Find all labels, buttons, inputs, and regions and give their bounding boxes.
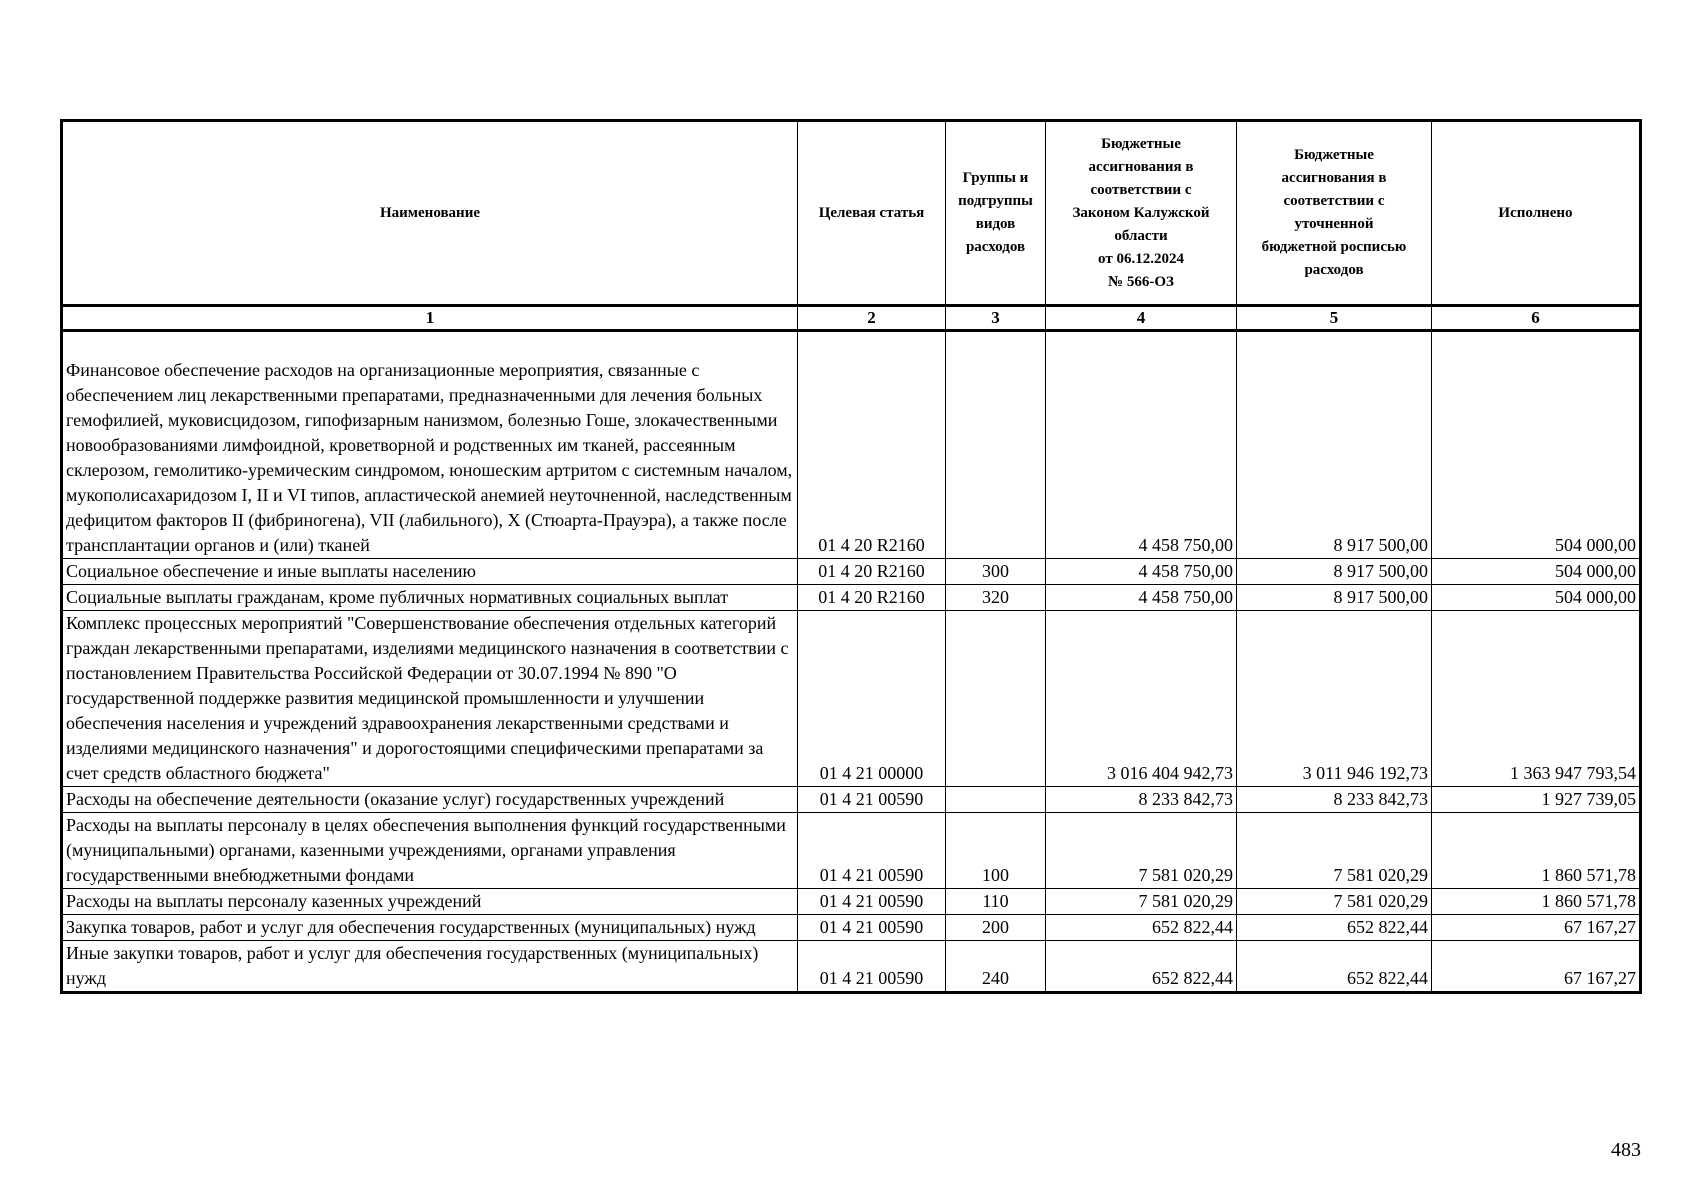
row-name: Социальное обеспечение и иные выплаты населению <box>62 559 798 585</box>
table-row <box>62 559 1641 585</box>
row-name: Расходы на выплаты персоналу в целях обеспечения выполнения функций государственными (муниципальными) органами, казенными учреждениями, органами управления государственными внебюджетными фондами <box>62 813 798 889</box>
column-number: 1 <box>62 306 798 331</box>
column-number: 5 <box>1237 306 1432 331</box>
row-target-code: 01 4 21 00590 <box>798 915 946 941</box>
table-row <box>62 331 1641 559</box>
row-refined-amount: 8 917 500,00 <box>1237 585 1432 611</box>
row-law-amount: 652 822,44 <box>1046 941 1237 993</box>
row-expense-group: 100 <box>946 813 1046 889</box>
budget-table <box>60 119 1642 994</box>
header-target-article: Целевая статья <box>798 121 946 306</box>
column-number: 3 <box>946 306 1046 331</box>
row-expense-group <box>946 787 1046 813</box>
row-executed-amount: 67 167,27 <box>1432 941 1641 993</box>
row-law-amount: 7 581 020,29 <box>1046 813 1237 889</box>
table-row <box>62 889 1641 915</box>
row-law-amount: 3 016 404 942,73 <box>1046 611 1237 787</box>
row-target-code: 01 4 21 00590 <box>798 787 946 813</box>
row-expense-group: 300 <box>946 559 1046 585</box>
header-name: Наименование <box>62 121 798 306</box>
row-executed-amount: 504 000,00 <box>1432 331 1641 559</box>
row-target-code: 01 4 21 00590 <box>798 889 946 915</box>
row-name: Расходы на выплаты персоналу казенных учреждений <box>62 889 798 915</box>
row-law-amount: 8 233 842,73 <box>1046 787 1237 813</box>
table-row <box>62 585 1641 611</box>
row-target-code: 01 4 20 R2160 <box>798 585 946 611</box>
row-target-code: 01 4 20 R2160 <box>798 559 946 585</box>
column-number: 2 <box>798 306 946 331</box>
row-law-amount: 4 458 750,00 <box>1046 331 1237 559</box>
row-name: Социальные выплаты гражданам, кроме публичных нормативных социальных выплат <box>62 585 798 611</box>
row-refined-amount: 652 822,44 <box>1237 941 1432 993</box>
row-target-code: 01 4 21 00590 <box>798 941 946 993</box>
row-executed-amount: 1 860 571,78 <box>1432 813 1641 889</box>
table-row <box>62 941 1641 993</box>
row-expense-group: 110 <box>946 889 1046 915</box>
header-expense-groups: Группы и подгруппы видов расходов <box>946 121 1046 306</box>
row-expense-group: 200 <box>946 915 1046 941</box>
row-law-amount: 7 581 020,29 <box>1046 889 1237 915</box>
table-row <box>62 813 1641 889</box>
row-refined-amount: 652 822,44 <box>1237 915 1432 941</box>
row-target-code: 01 4 20 R2160 <box>798 331 946 559</box>
row-refined-amount: 7 581 020,29 <box>1237 889 1432 915</box>
row-refined-amount: 8 917 500,00 <box>1237 559 1432 585</box>
row-name: Иные закупки товаров, работ и услуг для обеспечения государственных (муниципальных) нужд <box>62 941 798 993</box>
header-refined-allocations: Бюджетные ассигнования в соответствии с уточненной бюджетной росписью расходов <box>1237 121 1432 306</box>
header-row <box>62 121 1641 306</box>
row-executed-amount: 504 000,00 <box>1432 559 1641 585</box>
row-refined-amount: 7 581 020,29 <box>1237 813 1432 889</box>
row-executed-amount: 504 000,00 <box>1432 585 1641 611</box>
row-law-amount: 4 458 750,00 <box>1046 559 1237 585</box>
row-expense-group: 320 <box>946 585 1046 611</box>
row-name: Финансовое обеспечение расходов на организационные мероприятия, связанные с обеспечением лиц лекарственными препаратами, предназначенными для лечения больных гемофилией, муковисцидозом, гипофизарным нанизмом, болезнью Гоше, злокачественными новообразованиями лимфоидной, кроветворной и родственных им тканей, рассеянным склерозом, гемолитико-уремическим синдромом, юношеским артритом с системным началом, мукополисахаридозом I, II и VI типов, апластической анемией неуточненной, наследственным дефицитом факторов II (фибриногена), VII (лабильного), X (Стюарта-Прауэра), а также после трансплантации органов и (или) тканей <box>62 331 798 559</box>
row-expense-group <box>946 611 1046 787</box>
column-number: 6 <box>1432 306 1641 331</box>
row-executed-amount: 1 927 739,05 <box>1432 787 1641 813</box>
header-executed: Исполнено <box>1432 121 1641 306</box>
row-refined-amount: 8 917 500,00 <box>1237 331 1432 559</box>
column-number-row <box>62 306 1641 331</box>
row-executed-amount: 1 363 947 793,54 <box>1432 611 1641 787</box>
row-law-amount: 4 458 750,00 <box>1046 585 1237 611</box>
row-law-amount: 652 822,44 <box>1046 915 1237 941</box>
row-name: Расходы на обеспечение деятельности (оказание услуг) государственных учреждений <box>62 787 798 813</box>
table-row <box>62 915 1641 941</box>
row-name: Комплекс процессных мероприятий "Совершенствование обеспечения отдельных категорий граждан лекарственными препаратами, изделиями медицинского назначения в соответствии с постановлением Правительства Российской Федерации от 30.07.1994 № 890 "О государственной поддержке развития медицинской промышленности и улучшении обеспечения населения и учреждений здравоохранения лекарственными средствами и изделиями медицинского назначения" и дорогостоящими специфическими препаратами за счет средств областного бюджета" <box>62 611 798 787</box>
table-row <box>62 611 1641 787</box>
row-executed-amount: 67 167,27 <box>1432 915 1641 941</box>
row-target-code: 01 4 21 00000 <box>798 611 946 787</box>
row-executed-amount: 1 860 571,78 <box>1432 889 1641 915</box>
row-expense-group: 240 <box>946 941 1046 993</box>
row-expense-group <box>946 331 1046 559</box>
header-law-allocations: Бюджетные ассигнования в соответствии с Законом Калужской области от 06.12.2024 № 566-ОЗ <box>1046 121 1237 306</box>
row-name: Закупка товаров, работ и услуг для обеспечения государственных (муниципальных) нужд <box>62 915 798 941</box>
row-refined-amount: 3 011 946 192,73 <box>1237 611 1432 787</box>
page-number: 483 <box>1611 1139 1641 1161</box>
row-refined-amount: 8 233 842,73 <box>1237 787 1432 813</box>
table-row <box>62 787 1641 813</box>
row-target-code: 01 4 21 00590 <box>798 813 946 889</box>
column-number: 4 <box>1046 306 1237 331</box>
